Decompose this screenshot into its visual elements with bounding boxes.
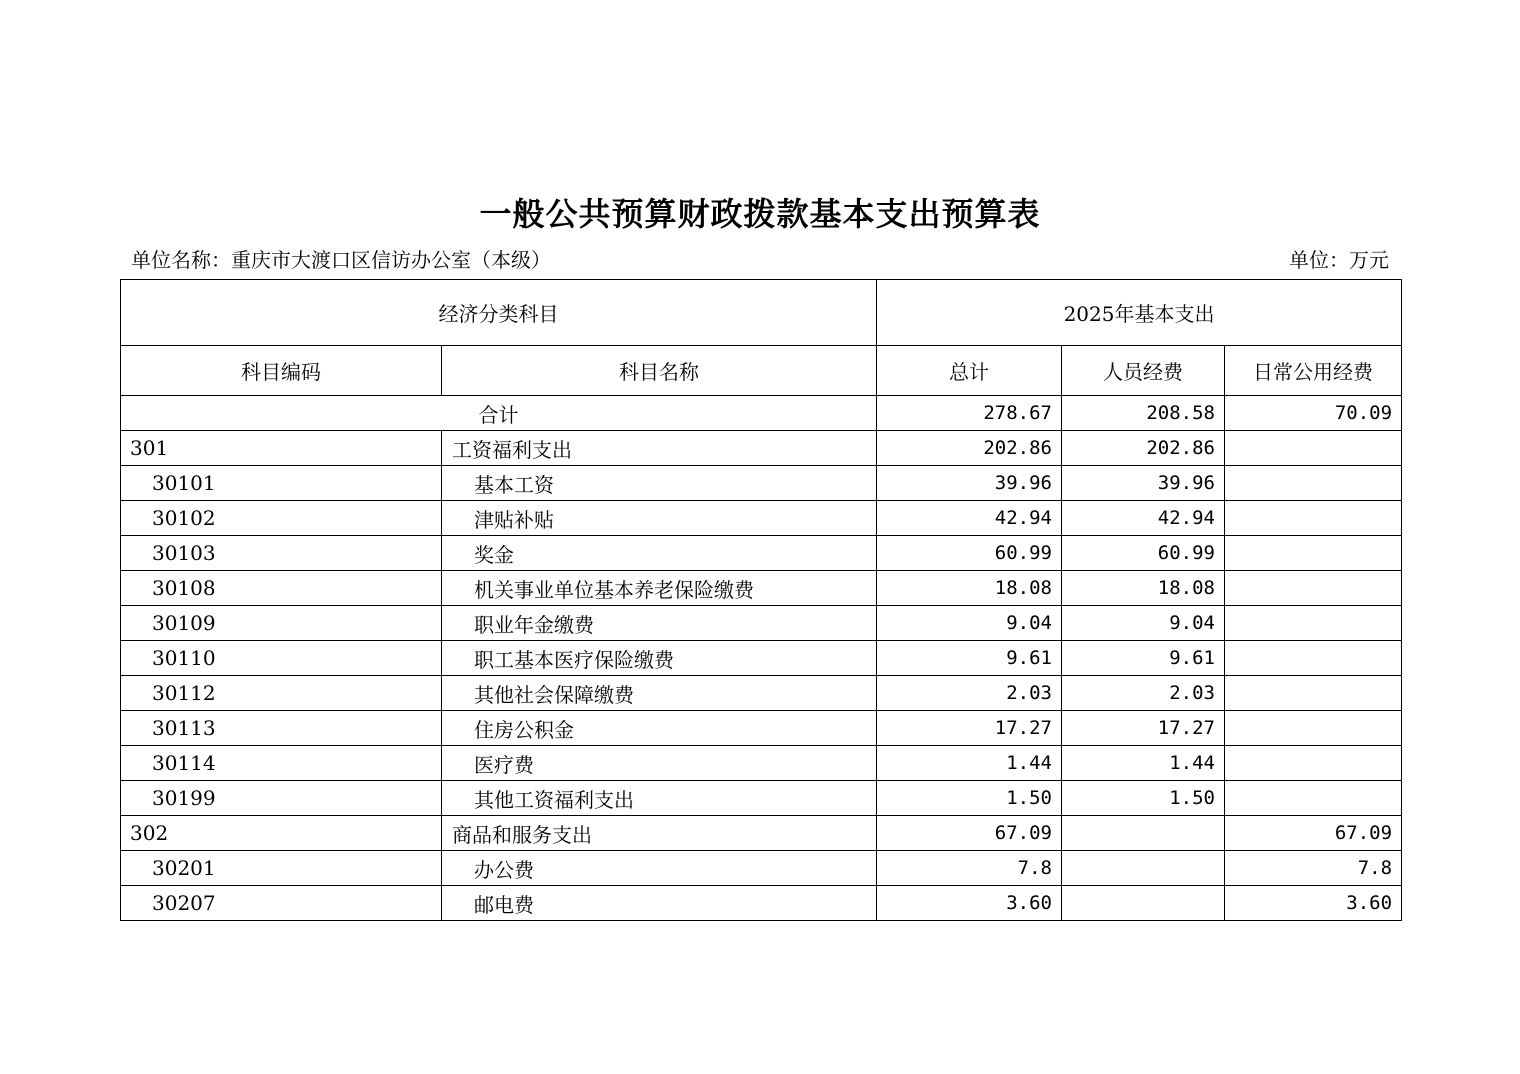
- group-header-row: [121, 280, 1402, 346]
- row-public: 67.09: [1225, 816, 1402, 851]
- row-name: 工资福利支出: [442, 431, 877, 466]
- row-public: [1225, 466, 1402, 501]
- row-public: [1225, 676, 1402, 711]
- row-code: 302: [121, 816, 442, 851]
- table-row: [121, 501, 1402, 536]
- row-code: 30102: [121, 501, 442, 536]
- row-personnel: [1062, 886, 1225, 921]
- column-header-total: 总计: [877, 346, 1062, 396]
- row-total: 9.61: [877, 641, 1062, 676]
- row-total: 17.27: [877, 711, 1062, 746]
- row-public: [1225, 711, 1402, 746]
- row-code: 30108: [121, 571, 442, 606]
- row-personnel: [1062, 851, 1225, 886]
- row-total: 60.99: [877, 536, 1062, 571]
- row-public: [1225, 746, 1402, 781]
- row-public: [1225, 501, 1402, 536]
- row-total: 202.86: [877, 431, 1062, 466]
- row-total: 39.96: [877, 466, 1062, 501]
- row-code: 30109: [121, 606, 442, 641]
- table-row: [121, 676, 1402, 711]
- row-personnel: 18.08: [1062, 571, 1225, 606]
- row-name: 机关事业单位基本养老保险缴费: [442, 571, 877, 606]
- row-total: 7.8: [877, 851, 1062, 886]
- page-title: 一般公共预算财政拨款基本支出预算表: [479, 195, 1041, 233]
- table-row: [121, 431, 1402, 466]
- row-total: 1.44: [877, 746, 1062, 781]
- row-name: 邮电费: [442, 886, 877, 921]
- table-row: [121, 466, 1402, 501]
- row-personnel: 1.44: [1062, 746, 1225, 781]
- row-code: 30201: [121, 851, 442, 886]
- row-personnel: 39.96: [1062, 466, 1225, 501]
- table-row: [121, 536, 1402, 571]
- row-total: 1.50: [877, 781, 1062, 816]
- row-name: 职工基本医疗保险缴费: [442, 641, 877, 676]
- row-code: 301: [121, 431, 442, 466]
- table-row: [121, 851, 1402, 886]
- table-row: [121, 781, 1402, 816]
- row-name: 其他社会保障缴费: [442, 676, 877, 711]
- table-row: [121, 571, 1402, 606]
- currency-unit-label: 单位：万元: [1289, 248, 1389, 272]
- table-row: [121, 816, 1402, 851]
- unit-name-label: 单位名称：重庆市大渡口区信访办公室（本级）: [131, 248, 551, 272]
- column-header-code: 科目编码: [121, 346, 442, 396]
- row-personnel: 202.86: [1062, 431, 1225, 466]
- table-row: [121, 711, 1402, 746]
- row-public: [1225, 606, 1402, 641]
- row-name: 其他工资福利支出: [442, 781, 877, 816]
- row-total: 3.60: [877, 886, 1062, 921]
- row-personnel: 1.50: [1062, 781, 1225, 816]
- budget-table: [120, 279, 1402, 921]
- total-row: [121, 396, 1402, 431]
- row-public: [1225, 431, 1402, 466]
- row-code: 30199: [121, 781, 442, 816]
- row-code: 30113: [121, 711, 442, 746]
- row-name: 奖金: [442, 536, 877, 571]
- row-name: 津贴补贴: [442, 501, 877, 536]
- total-row-personnel: 208.58: [1062, 396, 1225, 431]
- column-header-row: [121, 346, 1402, 396]
- row-total: 42.94: [877, 501, 1062, 536]
- table-row: [121, 606, 1402, 641]
- row-personnel: 9.04: [1062, 606, 1225, 641]
- total-row-total: 278.67: [877, 396, 1062, 431]
- row-total: 67.09: [877, 816, 1062, 851]
- row-name: 医疗费: [442, 746, 877, 781]
- row-name: 住房公积金: [442, 711, 877, 746]
- row-personnel: 60.99: [1062, 536, 1225, 571]
- row-public: [1225, 781, 1402, 816]
- row-personnel: [1062, 816, 1225, 851]
- row-personnel: 9.61: [1062, 641, 1225, 676]
- group-header-economic-category: 经济分类科目: [121, 280, 877, 346]
- row-total: 2.03: [877, 676, 1062, 711]
- row-public: [1225, 641, 1402, 676]
- row-code: 30103: [121, 536, 442, 571]
- row-code: 30114: [121, 746, 442, 781]
- row-public: 3.60: [1225, 886, 1402, 921]
- table-row: [121, 641, 1402, 676]
- row-public: [1225, 571, 1402, 606]
- table-row: [121, 746, 1402, 781]
- row-code: 30207: [121, 886, 442, 921]
- row-personnel: 17.27: [1062, 711, 1225, 746]
- row-name: 基本工资: [442, 466, 877, 501]
- row-total: 18.08: [877, 571, 1062, 606]
- row-code: 30101: [121, 466, 442, 501]
- row-total: 9.04: [877, 606, 1062, 641]
- row-public: [1225, 536, 1402, 571]
- table-row: [121, 886, 1402, 921]
- row-public: 7.8: [1225, 851, 1402, 886]
- total-row-public: 70.09: [1225, 396, 1402, 431]
- column-header-name: 科目名称: [442, 346, 877, 396]
- row-name: 商品和服务支出: [442, 816, 877, 851]
- column-header-public: 日常公用经费: [1225, 346, 1402, 396]
- group-header-basic-expenditure: 2025年基本支出: [877, 280, 1402, 346]
- row-name: 职业年金缴费: [442, 606, 877, 641]
- row-personnel: 42.94: [1062, 501, 1225, 536]
- column-header-personnel: 人员经费: [1062, 346, 1225, 396]
- table-meta: [131, 246, 1389, 274]
- row-personnel: 2.03: [1062, 676, 1225, 711]
- total-row-label: 合计: [121, 396, 877, 431]
- row-name: 办公费: [442, 851, 877, 886]
- row-code: 30110: [121, 641, 442, 676]
- row-code: 30112: [121, 676, 442, 711]
